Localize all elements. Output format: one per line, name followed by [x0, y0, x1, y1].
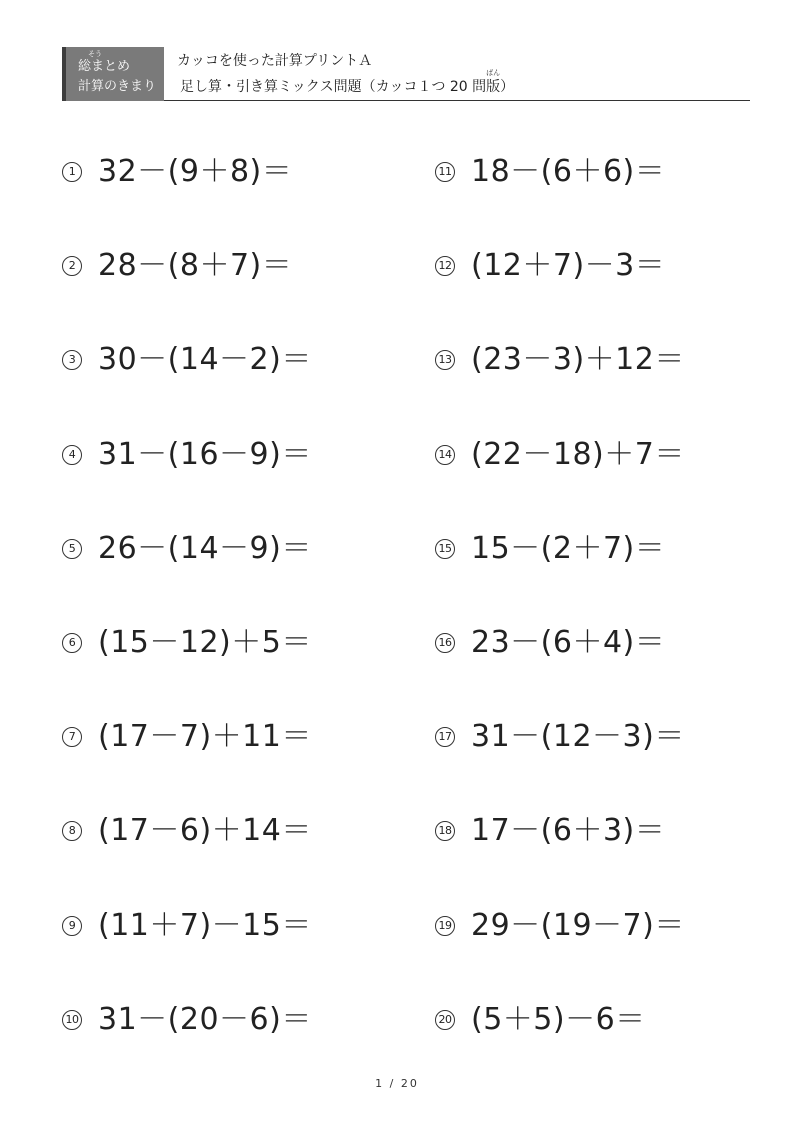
problem-number: 17 [435, 727, 455, 747]
problem-expression: 30－(14－2)＝ [98, 342, 312, 377]
problem-item [435, 998, 646, 1042]
problem-number: 19 [435, 916, 455, 936]
problem-item [62, 715, 312, 759]
problem-number: 16 [435, 633, 455, 653]
problem-number: 7 [62, 727, 82, 747]
problem-number: 12 [435, 256, 455, 276]
problem-number: 4 [62, 445, 82, 465]
problem-expression: (12＋7)－3＝ [471, 248, 666, 283]
problem-number: 8 [62, 821, 82, 841]
problem-number: 15 [435, 539, 455, 559]
problem-item [435, 527, 665, 571]
problem-item [435, 904, 685, 948]
problem-item [435, 150, 665, 194]
problem-expression: (15－12)＋5＝ [98, 625, 312, 660]
problem-number: 3 [62, 350, 82, 370]
problem-item [62, 338, 312, 382]
problem-number: 2 [62, 256, 82, 276]
problem-item [62, 150, 292, 194]
problem-expression: (17－7)＋11＝ [98, 719, 312, 754]
problem-expression: 29－(19－7)＝ [471, 908, 685, 943]
problem-expression: 17－(6＋3)＝ [471, 813, 666, 848]
problem-expression: (22－18)＋7＝ [471, 437, 685, 472]
problem-expression: 23－(6＋4)＝ [471, 625, 666, 660]
problem-item [435, 715, 685, 759]
problem-item [62, 809, 312, 853]
problem-expression: 31－(16－9)＝ [98, 437, 312, 472]
problem-expression: (11＋7)－15＝ [98, 908, 312, 943]
problem-item [62, 621, 312, 665]
problem-number: 1 [62, 162, 82, 182]
problem-number: 14 [435, 445, 455, 465]
badge-line-2: 計算のきまり [78, 79, 157, 94]
problem-number: 6 [62, 633, 82, 653]
page-number: 1 / 20 [375, 1077, 419, 1090]
badge-line-1: 総まとめ [78, 59, 131, 74]
problem-item [435, 338, 685, 382]
problem-item [435, 244, 665, 288]
problem-number: 11 [435, 162, 455, 182]
worksheet-header [62, 47, 750, 101]
subtitle-ruby-word [486, 69, 501, 95]
problem-item [62, 244, 292, 288]
problem-item [62, 904, 312, 948]
badge-ruby: そう [88, 50, 102, 58]
problem-number: 20 [435, 1010, 455, 1030]
worksheet-subtitle [180, 69, 515, 95]
problem-number: 9 [62, 916, 82, 936]
problem-expression: 28－(8＋7)＝ [98, 248, 293, 283]
problem-number: 13 [435, 350, 455, 370]
problem-item [62, 998, 312, 1042]
problem-number: 18 [435, 821, 455, 841]
problem-item [435, 809, 665, 853]
problem-expression: 26－(14－9)＝ [98, 531, 312, 566]
problem-expression: (5＋5)－6＝ [471, 1002, 646, 1037]
worksheet-title: カッコを使った計算プリントＡ [177, 53, 373, 69]
problem-number: 5 [62, 539, 82, 559]
problem-item [62, 433, 312, 477]
problem-expression: 31－(20－6)＝ [98, 1002, 312, 1037]
subtitle-ruby: ばん [486, 69, 501, 77]
subtitle-ruby-base: 版 [486, 79, 501, 95]
subtitle-text: 足し算・引き算ミックス問題（カッコ１つ 20 問 [180, 79, 487, 95]
problem-expression: 18－(6＋6)＝ [471, 154, 666, 189]
header-rule [164, 100, 750, 101]
subtitle-close: ） [500, 79, 515, 95]
problem-expression: 15－(2＋7)＝ [471, 531, 666, 566]
problem-expression: 32－(9＋8)＝ [98, 154, 293, 189]
problem-number: 10 [62, 1010, 82, 1030]
problem-item [62, 527, 312, 571]
problem-expression: (17－6)＋14＝ [98, 813, 312, 848]
problem-expression: (23－3)＋12＝ [471, 342, 685, 377]
category-badge [62, 47, 164, 101]
problem-item [435, 621, 665, 665]
problem-expression: 31－(12－3)＝ [471, 719, 685, 754]
problem-item [435, 433, 685, 477]
